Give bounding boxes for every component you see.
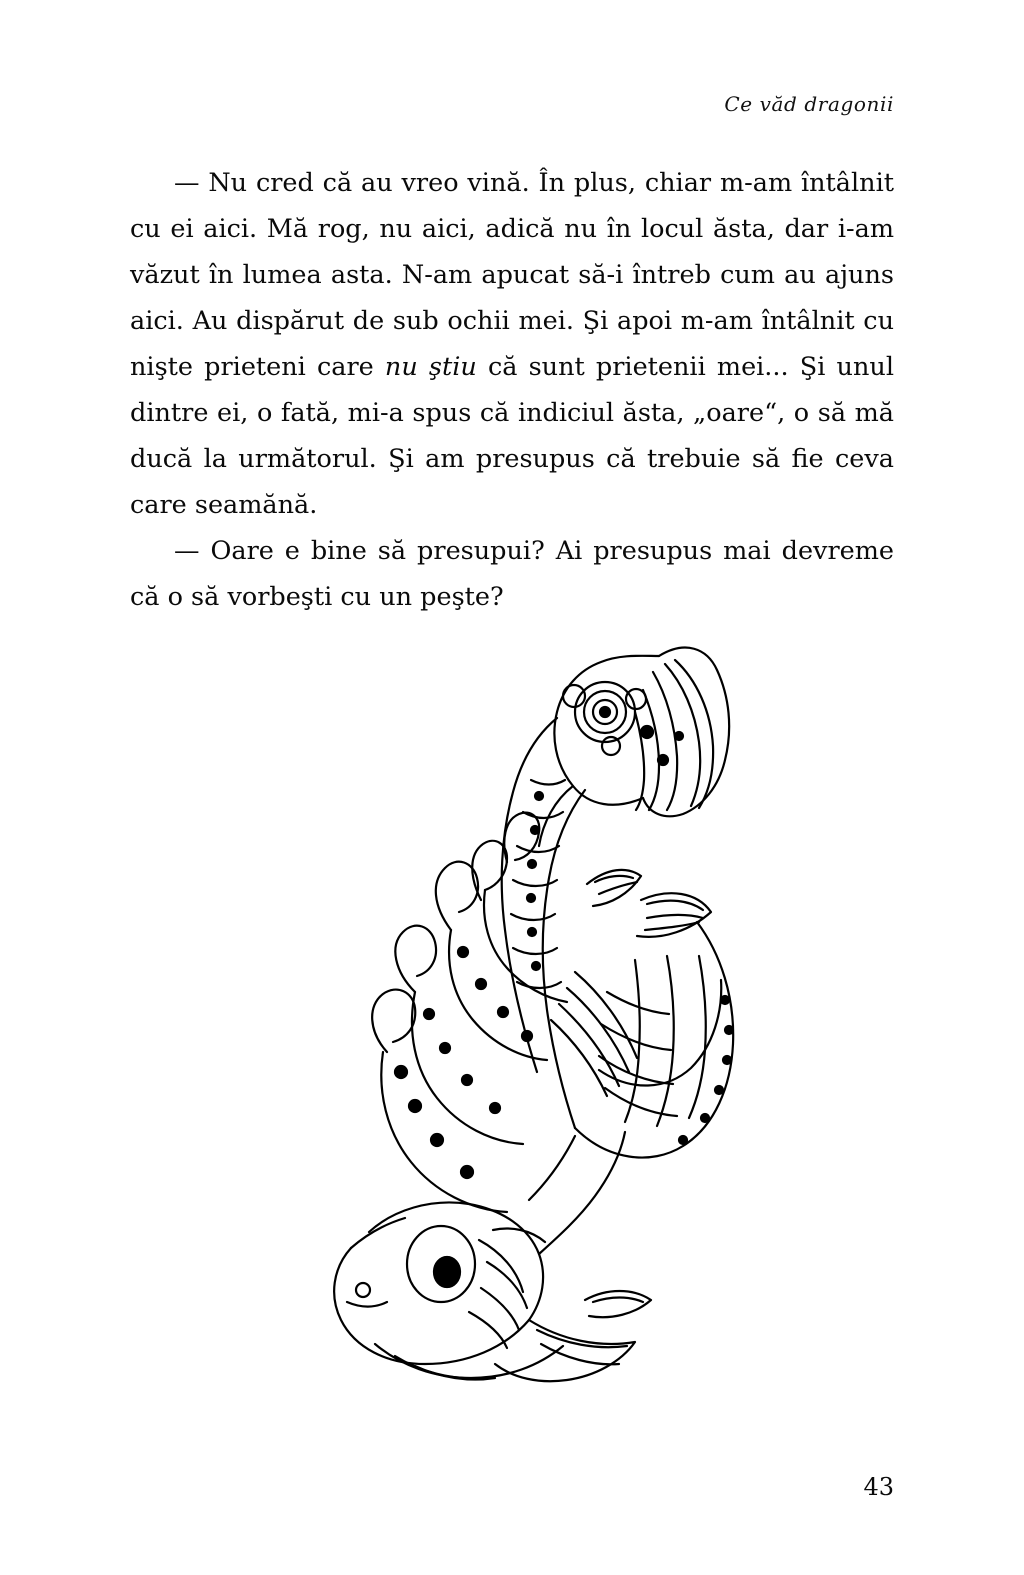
paragraph-1 xyxy=(130,160,894,528)
page-number: 43 xyxy=(863,1473,894,1501)
paragraph-1-part-1: — Nu cred că au vreo vină. În plus, chiar m-am întâlnit cu ei aici. Mă rog, nu aici, adică nu în locul ăsta, dar i-am văzut în lumea asta. N-am apucat să-i întreb cum au ajuns aici. Au dispărut de sub ochii mei. Şi apoi m-am întâlnit cu nişte prieteni care xyxy=(130,168,894,382)
body-text xyxy=(130,160,894,620)
paragraph-1-emphasis: nu ştiu xyxy=(384,352,477,382)
running-head: Ce văd dragonii xyxy=(724,92,894,116)
paragraph-2-part-1: — Oare e bine să presupui? Ai presupus mai devreme că o să vorbeşti cu un peşte? xyxy=(130,536,894,612)
paragraph-1-part-3: că sunt prietenii mei... Şi unul dintre ei, o fată, mi-a spus că indiciul ăsta, „oare“, o să mă ducă la următorul. Şi am presupus că trebuie să fie ceva care seamănă. xyxy=(130,352,894,520)
fish-illustration xyxy=(255,600,775,1400)
